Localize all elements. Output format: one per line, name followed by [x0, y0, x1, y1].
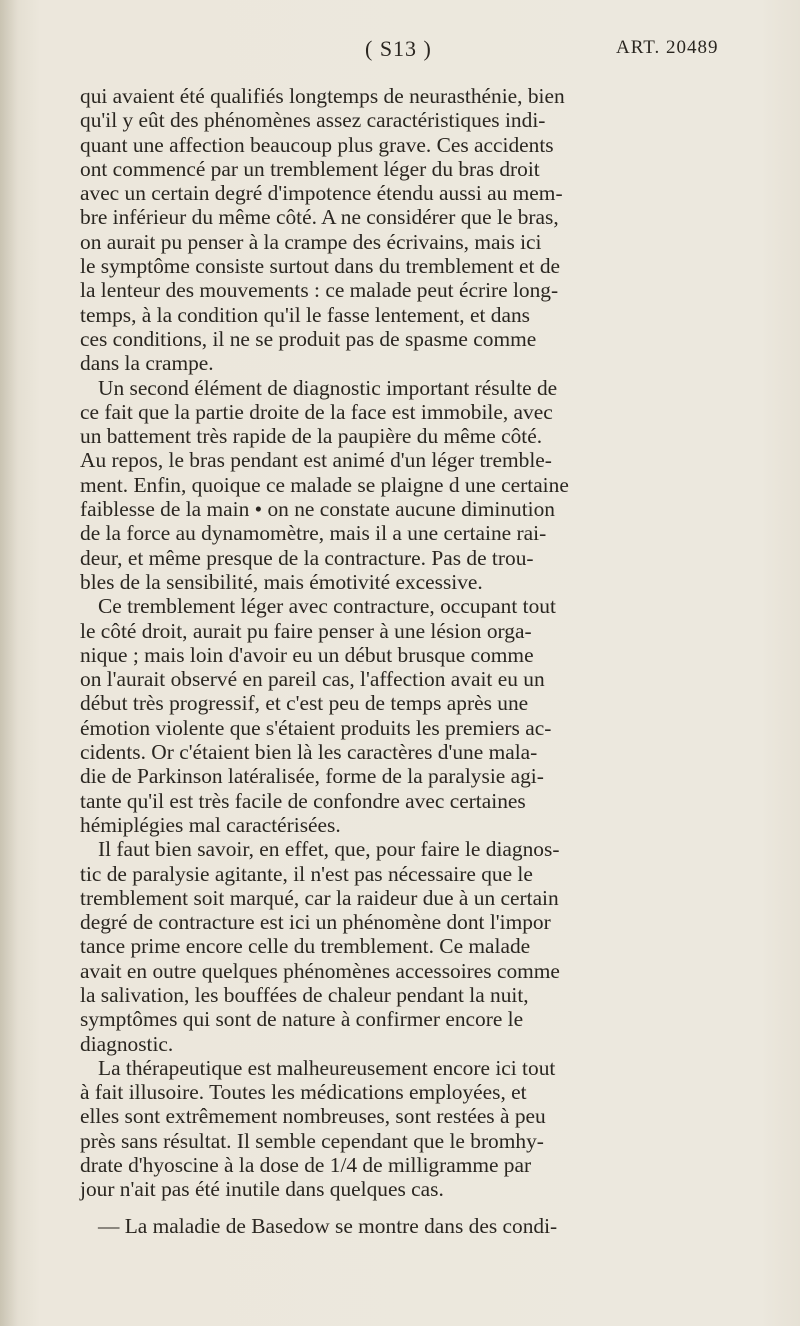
- text-line: de la force au dynamomètre, mais il a une certaine rai-: [80, 521, 547, 546]
- text-line: tremblement soit marqué, car la raideur due à un certain: [80, 885, 559, 910]
- text-line: Au repos, le bras pendant est animé d'un léger tremble-: [80, 448, 552, 473]
- body-text: [80, 84, 770, 1238]
- text-line: bles de la sensibilité, mais émotivité excessive.: [80, 569, 483, 594]
- text-line: à fait illusoire. Toutes les médications employées, et: [80, 1080, 527, 1105]
- text-line: degré de contracture est ici un phénomène dont l'impor: [80, 910, 551, 935]
- text-line: drate d'hyoscine à la dose de 1/4 de milligramme par: [80, 1153, 532, 1178]
- text-line: qui avaient été qualifiés longtemps de neurasthénie, bien: [80, 84, 565, 108]
- text-line: ont commencé par un tremblement léger du bras droit: [80, 156, 540, 181]
- text-line: temps, à la condition qu'il le fasse lentement, et dans: [80, 302, 530, 327]
- text-line: La thérapeutique est malheureusement encore ici tout: [98, 1055, 556, 1080]
- page-header: [0, 36, 800, 66]
- text-line: qu'il y eût des phénomènes assez caractéristiques indi-: [80, 108, 546, 133]
- text-line: Il faut bien savoir, en effet, que, pour faire le diagnos-: [98, 837, 560, 862]
- text-line: avait en outre quelques phénomènes accessoires comme: [80, 958, 560, 983]
- text-line: hémiplégies mal caractérisées.: [80, 812, 341, 837]
- text-line: près sans résultat. Il semble cependant que le bromhy-: [80, 1128, 544, 1153]
- text-line: on aurait pu penser à la crampe des écrivains, mais ici: [80, 229, 542, 254]
- text-line: émotion violente que s'étaient produits les premiers ac-: [80, 715, 552, 740]
- next-paragraph-line: — La maladie de Basedow se montre dans des condi-: [98, 1213, 558, 1238]
- text-line: Un second élément de diagnostic important résulte de: [98, 375, 558, 400]
- text-line: le côté droit, aurait pu faire penser à une lésion orga-: [80, 618, 532, 643]
- article-number: ART. 20489: [616, 37, 719, 58]
- text-line: quant une affection beaucoup plus grave. Ces accidents: [80, 132, 554, 157]
- text-line: faiblesse de la main • on ne constate aucune diminution: [80, 497, 555, 522]
- text-line: ces conditions, il ne se produit pas de spasme comme: [80, 326, 537, 351]
- text-line: bre inférieur du même côté. A ne considérer que le bras,: [80, 205, 559, 230]
- text-line: elles sont extrêmement nombreuses, sont restées à peu: [80, 1104, 546, 1129]
- text-line: symptômes qui sont de nature à confirmer encore le: [80, 1007, 524, 1032]
- text-line: le symptôme consiste surtout dans du tremblement et de: [80, 254, 561, 279]
- text-line: Ce tremblement léger avec contracture, occupant tout: [98, 594, 556, 619]
- text-line: nique ; mais loin d'avoir eu un début brusque comme: [80, 642, 534, 667]
- text-line: tance prime encore celle du tremblement. Ce malade: [80, 934, 531, 959]
- text-line: on l'aurait observé en pareil cas, l'affection avait eu un: [80, 667, 545, 692]
- text-line: la lenteur des mouvements : ce malade peut écrire long-: [80, 278, 559, 303]
- text-line: tic de paralysie agitante, il n'est pas nécessaire que le: [80, 861, 533, 886]
- text-line: deur, et même presque de la contracture. Pas de trou-: [80, 545, 534, 570]
- text-line: début très progressif, et c'est peu de temps après une: [80, 691, 529, 716]
- page-number: ( S13 ): [365, 36, 432, 61]
- text-line: la salivation, les bouffées de chaleur pendant la nuit,: [80, 982, 529, 1007]
- text-line: diagnostic.: [80, 1031, 174, 1056]
- text-line: cidents. Or c'étaient bien là les caractères d'une mala-: [80, 740, 538, 765]
- text-line: ce fait que la partie droite de la face est immobile, avec: [80, 399, 553, 424]
- text-line: un battement très rapide de la paupière du même côté.: [80, 424, 543, 449]
- text-line: tante qu'il est très facile de confondre avec certaines: [80, 788, 526, 813]
- text-line: jour n'ait pas été inutile dans quelques cas.: [80, 1177, 444, 1202]
- text-line: die de Parkinson latéralisée, forme de la paralysie agi-: [80, 764, 544, 789]
- text-line: avec un certain degré d'impotence étendu aussi au mem-: [80, 181, 563, 206]
- text-line: dans la crampe.: [80, 351, 214, 376]
- text-line: ment. Enfin, quoique ce malade se plaigne d une certaine: [80, 472, 569, 497]
